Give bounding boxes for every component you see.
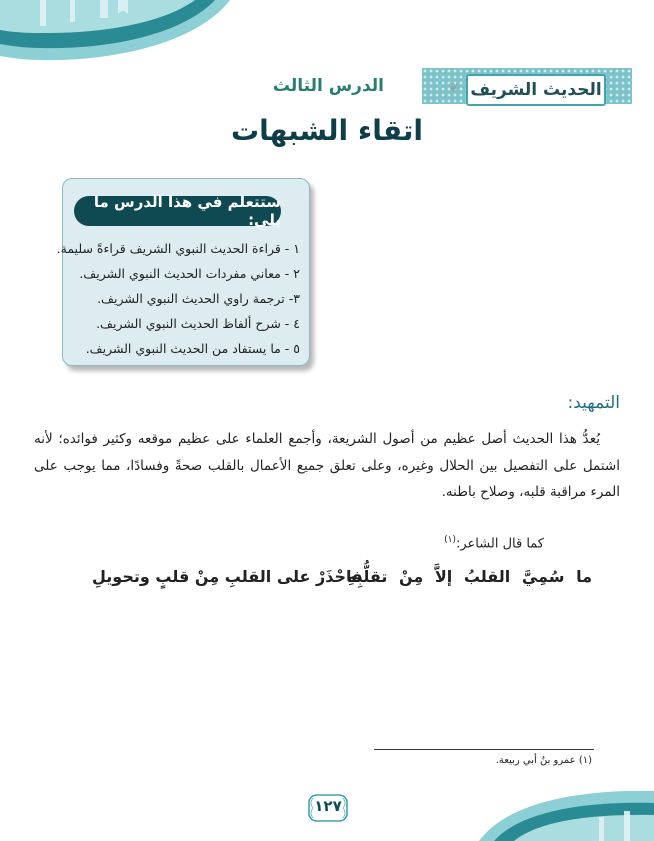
footnote-reference[interactable]: (١) [444,535,456,545]
objective-item: ٢ - معاني مفردات الحديث النبوي الشريف. [79,266,300,281]
verse-second-hemistich: فاحْذَرْ على القلبِ مِنْ قلبٍ وتحويلِ [92,567,363,586]
ornament-icon: ❦ [448,81,459,96]
intro-paragraph: يُعدُّ هذا الحديث أصل عظيم من أصول الشريعة، وأجمع العلماء على عظيم موقعه وكثير فوائده؛ لأنه اشتمل على التفصيل بين الحلال وغيره، وعلى تعلق جميع الأعمال بالقلب صحةً وفسادًا، مما يوجب على المرء مراقبة قلبه، وصلاح باطنه. [34,431,620,500]
objectives-list [56,236,300,361]
objective-item: ٤ - شرح ألفاظ الحديث النبوي الشريف. [96,316,300,331]
bottom-corner-decoration [479,781,654,841]
intro-heading: التمهيد: [567,393,620,413]
poet-intro [444,535,544,551]
footnote-divider [374,749,594,750]
objective-item: ٣- ترجمة راوي الحديث النبوي الشريف. [97,291,300,306]
objective-item: ١ - قراءة الحديث النبوي الشريف قراءةً سليمة. [56,241,300,256]
top-corner-decoration [0,0,230,70]
footnote: (١) عمرو بنُ أبي ربيعة. [495,755,592,766]
lesson-title: اتقاء الشبهات [230,114,423,147]
objectives-heading: ستتعلم في هذا الدرس ما يلي: [74,196,281,226]
objective-item: ٥ - ما يستفاد من الحديث النبوي الشريف. [85,341,300,356]
section-title: الحديث الشريف [466,74,606,106]
lesson-number: الدرس الثالث [272,76,384,96]
poet-intro-text: كما قال الشاعر: [456,536,544,552]
verse-first-hemistich: ما سُمِيَّ القلبُ إلاَّ مِنْ تقلُّبِهِ [347,567,592,586]
page-number: ١٢٧ [314,797,342,815]
